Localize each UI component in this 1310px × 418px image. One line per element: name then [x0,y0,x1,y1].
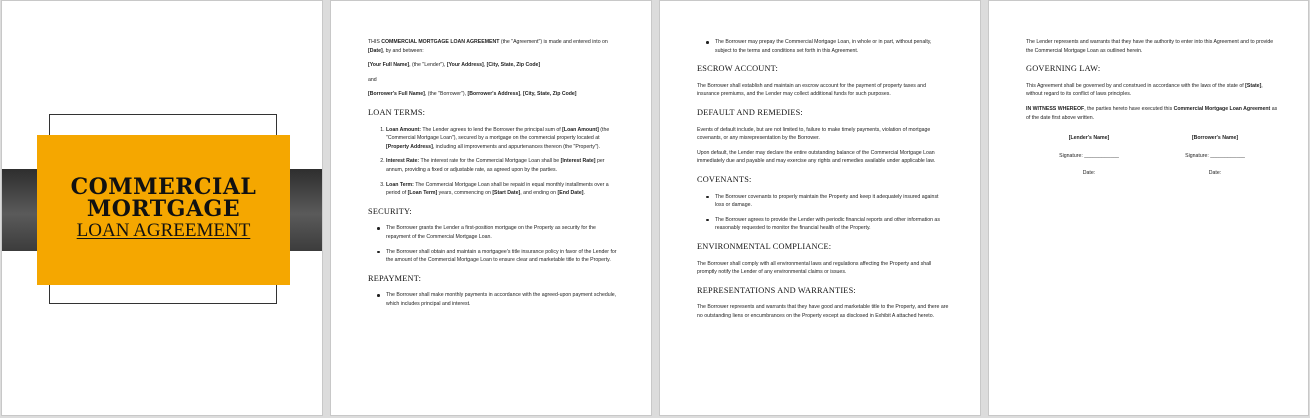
default-paragraph-1: Events of default include, but are not limited to, failure to make timely payments, violation of mortgage covenants, or any misrepresentation by the Borrower. [697,126,931,142]
lender-party: [Your Full Name], (the "Lender"), [Your Address], [City, State, Zip Code] [368,62,541,69]
signature-block [1026,134,1278,187]
lender-sig-name: [Lender's Name] [1068,135,1110,142]
page-4-body [1026,38,1278,187]
security-list [368,224,620,264]
page-3 [659,0,981,416]
page-2-body [368,38,620,314]
lender-signature [1034,134,1144,187]
lender-representations: The Lender represents and warrants that they have the authority to enter into this Agreement and to provide the Commercial Mortgage Loan as outlined herein. [1026,39,1274,54]
list-item: The Borrower grants the Lender a first-position mortgage on the Property as security for the repayment of the Commercial Mortgage Loan. [386,224,620,241]
witness-paragraph: IN WITNESS WHEREOF, the parties hereto have executed this Commercial Mortgage Loan Agreement as of the date first above written. [1026,105,1278,121]
environmental-paragraph: The Borrower shall comply with all environmental laws and regulations affecting the Property and shall promptly notify the Lender of any environmental claims or issues. [697,260,932,276]
repayment-list [368,291,620,308]
intro-paragraph: THIS COMMERCIAL MORTGAGE LOAN AGREEMENT (the "Agreement") is made and entered into on [Date], by and between: [368,39,608,54]
heading-default: DEFAULT AND REMEDIES: [697,107,803,117]
heading-escrow: ESCROW ACCOUNT: [697,64,779,74]
borrower-date-line: Date: [1208,170,1222,177]
prepayment-list [697,38,949,55]
governing-law-paragraph: This Agreement shall be governed by and construed in accordance with the laws of the state of [State], without regard to its conflict of laws principles. [1026,82,1263,98]
list-item: The Borrower agrees to provide the Lender with periodic financial reports and other information as reasonably requested to monitor the financial health of the Property. [715,216,949,233]
borrower-party: [Borrower's Full Name], (the "Borrower"), [Borrower's Address], [City, State, Zip Code] [368,91,577,98]
heading-repayment: REPAYMENT: [368,273,422,283]
escrow-paragraph: The Borrower shall establish and maintain an escrow account for the payment of property taxes and insurance premiums, and the Lender may collect additional funds for such purposes. [697,82,926,98]
cover-subtitle: LOAN AGREEMENT [76,220,251,241]
page-2 [330,0,652,416]
borrower-signature-line: Signature: ____________ [1185,152,1245,159]
page-4 [988,0,1309,416]
loan-terms-list [368,126,620,198]
borrower-signature [1160,134,1270,187]
list-item: 2. Interest Rate: The interest rate for the Commercial Mortgage Loan shall be [Interest Rate] per annum, providing a fixed or adjustable rate, as agreed upon by the parties. [386,157,620,174]
lender-signature-line: Signature: ____________ [1059,152,1119,159]
list-item: 3. Loan Term: The Commercial Mortgage Loan shall be repaid in equal monthly installments over a period of [Loan Term] years, commencing on [Start Date], and ending on [End Date]. [386,181,620,198]
default-paragraph-2: Upon default, the Lender may declare the entire outstanding balance of the Commercial Mortgage Loan immediately due and payable and may exercise any rights and remedies available under applicable law. [697,149,936,165]
heading-loan-terms: LOAN TERMS: [368,107,426,117]
lender-date-line: Date: [1082,170,1096,177]
list-item: The Borrower shall make monthly payments in accordance with the agreed-upon payment schedule, which includes principal and interest. [386,291,620,308]
and-text: and [368,76,377,83]
cover-title-line2: MORTGAGE [86,196,241,222]
heading-representations: REPRESENTATIONS AND WARRANTIES: [697,285,856,295]
covenants-list [697,193,949,233]
cover-title-line1: COMMERCIAL [70,174,257,200]
list-item: 1. Loan Amount: The Lender agrees to lend the Borrower the principal sum of [Loan Amount] (the "Commercial Mortgage Loan"), secured by a mortgage on the commercial property located at [Property Address], including all improvements and appurtenances thereon (the "Property"). [386,126,620,152]
cover-page [1,0,323,416]
representations-paragraph: The Borrower represents and warrants that they have good and marketable title to the Property, and there are no outstanding liens or encumbrances on the Property except as disclosed in Exhibit A attached hereto. [697,304,949,319]
heading-covenants: COVENANTS: [697,174,752,184]
list-item: The Borrower covenants to properly maintain the Property and keep it adequately insured against loss or damage. [715,193,949,210]
heading-environmental: ENVIRONMENTAL COMPLIANCE: [697,241,832,251]
list-item: The Borrower shall obtain and maintain a mortgagee's title insurance policy in favor of the Lender for the amount of the Commercial Mortgage Loan to ensure clear and marketable title to the Property. [386,248,620,265]
page-3-body [697,38,949,326]
cover-title [37,176,290,220]
heading-governing-law: GOVERNING LAW: [1026,64,1101,74]
borrower-sig-name: [Borrower's Name] [1191,135,1239,142]
list-item: The Borrower may prepay the Commercial Mortgage Loan, in whole or in part, without penalty, subject to the terms and conditions set forth in this Agreement. [715,38,949,55]
heading-security: SECURITY: [368,206,412,216]
